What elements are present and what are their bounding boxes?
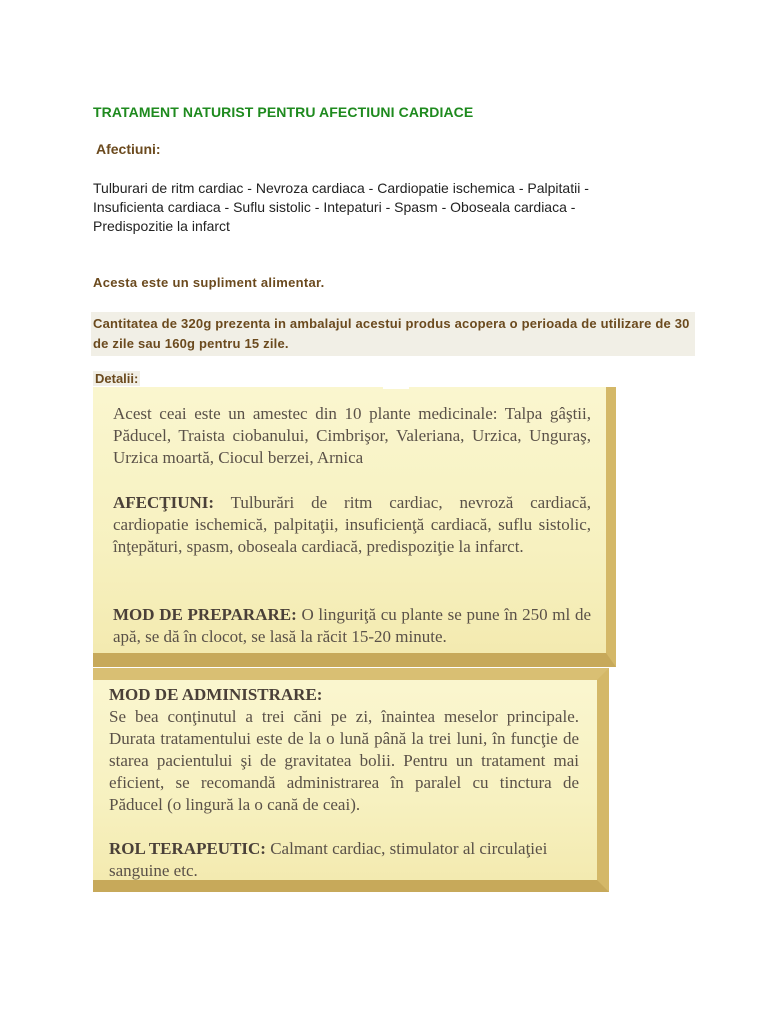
afectiuni-heading: Afectiuni:: [96, 141, 161, 157]
supplement-note: Acesta este un supliment alimentar.: [93, 275, 325, 290]
preparare-label: MOD DE PREPARARE:: [113, 605, 297, 624]
administrare-text: Se bea conţinutul a trei căni pe zi, înaintea meselor principale. Durata tratamentului este de la o lună până la trei luni, în funcţie de starea pacientului şi de gravitatea bolii. Pentru un tratament mai eficient, se recomandă administrarea în paralel cu tinctura de Păducel (o lingură la o cană de ceai).: [109, 707, 579, 814]
panel-gap: [383, 383, 409, 389]
preparare-text: O linguriţă cu plante se pune în 250 ml de apă, se dă în clocot, se lasă la răcit 15-20 minute.: [113, 605, 591, 646]
rol-label: ROL TERAPEUTIC:: [109, 839, 266, 858]
administrare-block: [109, 684, 579, 816]
rol-text: Calmant cardiac, stimulator al circulaţiei sanguine etc.: [109, 839, 548, 880]
scanned-panel-bottom: [93, 668, 609, 892]
afectiuni-scan-block: [113, 492, 591, 558]
quantity-note: Cantitatea de 320g prezenta in ambalajul acestui produs acopera o perioada de utilizare de 30 de zile sau 160g pentru 15 zile.: [91, 312, 695, 356]
page-title: TRATAMENT NATURIST PENTRU AFECTIUNI CARDIACE: [93, 104, 474, 120]
scanned-panel-top: [93, 387, 616, 667]
afectiuni-scan-text: Tulburări de ritm cardiac, nevroză cardiacă, cardiopatie ischemică, palpitaţii, insuficienţă cardiacă, suflu sistolic, înţepături, spasm, oboseala cardiacă, predispoziţie la infarct.: [113, 493, 591, 556]
details-label: Detalii:: [95, 371, 139, 386]
afectiuni-list: Tulburari de ritm cardiac - Nevroza cardiaca - Cardiopatie ischemica - Palpitatii - Insuficienta cardiaca - Suflu sistolic - Intepaturi - Spasm - Oboseala cardiaca - Predispozitie la infarct: [93, 180, 589, 234]
administrare-label: MOD DE ADMINISTRARE:: [109, 685, 323, 704]
ingredients-text: Acest ceai este un amestec din 10 plante medicinale: Talpa gâştii, Păducel, Traista ciobanului, Cimbrişor, Valeriana, Urzica, Unguraş, Urzica moartă, Ciocul berzei, Arnica: [113, 404, 591, 467]
afectiuni-scan-label: AFECŢIUNI:: [113, 493, 215, 512]
rol-block: [109, 838, 579, 882]
preparare-block: [113, 604, 591, 648]
